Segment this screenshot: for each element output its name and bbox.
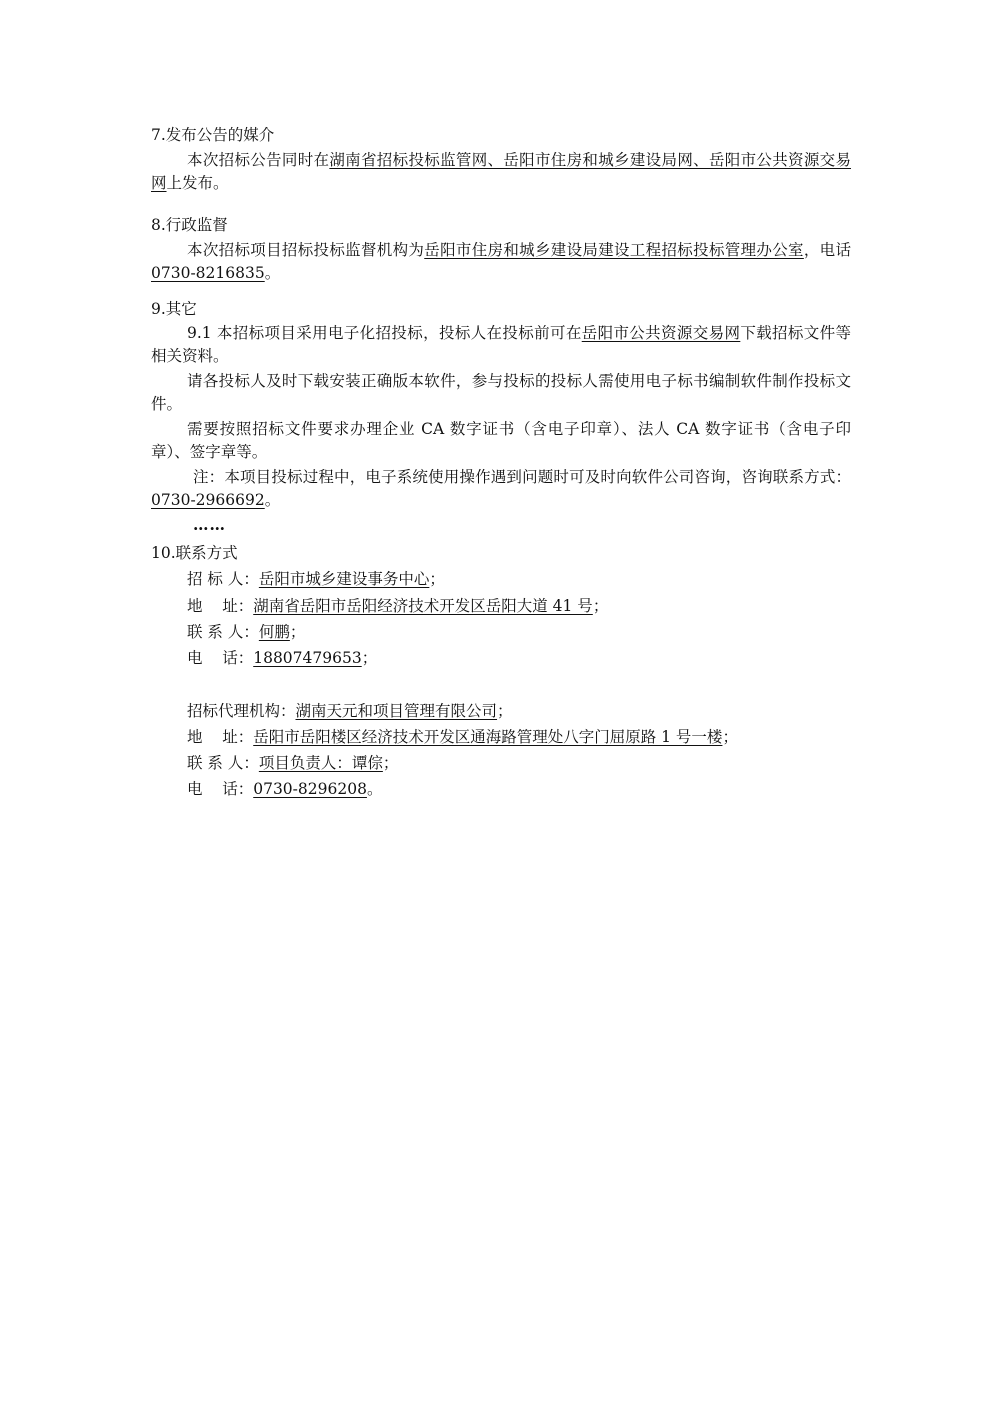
label: 电 话： [187,649,254,667]
label: 招 标 人： [187,570,259,588]
section-8-body [151,239,851,285]
media-list-link: 湖南省招标投标监管网、岳阳市住房和城乡建设局网、岳阳市公共资源交易网 [151,151,851,192]
supervision-phone: 0730-8216835 [151,264,265,282]
tenderer-address-row [187,595,608,618]
section-9-paragraph-3: 需要按照招标文件要求办理企业 CA 数字证书（含电子印章）、法人 CA 数字证书（含电子印章）、签字章等。 [151,420,851,461]
agency-contact: 项目负责人：谭倧 [258,754,383,772]
label: 地 址： [187,597,254,615]
section-10-heading: 10.联系方式 [151,544,238,562]
agency-address-row [187,726,738,749]
section-9-body [151,322,851,536]
tenderer-phone-row [187,647,377,670]
agency-contact-row [187,752,398,775]
text: 。 [264,264,281,282]
ellipsis: …… [193,515,226,534]
text: 9.1 本招标项目采用电子化招投标，投标人在投标前可在 [187,324,582,342]
section-9-paragraph-1 [151,322,851,368]
tenderer-name: 岳阳市城乡建设事务中心 [258,570,430,588]
label: 招标代理机构： [187,702,296,720]
agency-phone-row [187,778,382,801]
tenderer-address: 湖南省岳阳市岳阳经济技术开发区岳阳大道 41 号 [253,597,593,615]
section-7-paragraph [151,149,851,195]
agency-phone: 0730-8296208 [253,780,367,798]
section-8-heading: 8.行政监督 [151,216,228,234]
text: 。 [264,491,281,509]
text: ； [592,597,609,615]
section-9-paragraph-4 [151,466,851,512]
text: ； [497,702,513,720]
section-7-heading: 7.发布公告的媒介 [151,126,275,144]
text: ； [361,649,378,667]
text: ； [722,728,738,746]
agency-name: 湖南天元和项目管理有限公司 [295,702,498,720]
text: ； [289,623,306,641]
section-7-body [151,149,851,195]
text: 本次招标公告同时在 [187,151,330,169]
label: 地 址： [187,728,254,746]
supervision-office: 岳阳市住房和城乡建设局建设工程招标投标管理办公室 [424,241,804,259]
text: 。 [366,780,383,798]
section-9-paragraph-2: 请各投标人及时下载安装正确版本软件，参与投标的投标人需使用电子标书编制软件制作投标文件。 [151,372,851,413]
section-9-heading: 9.其它 [151,300,197,318]
software-support-phone: 0730-2966692 [151,491,265,509]
trading-network: 岳阳市公共资源交易网 [581,324,741,342]
tenderer-name-row [187,568,445,591]
text: 上发布。 [166,174,229,192]
agency-name-row [187,700,513,723]
tenderer-phone: 18807479653 [253,649,362,667]
text: 下载招标文件等相关资料。 [151,324,851,365]
text: ，电话 [803,241,851,259]
tenderer-contact-row [187,621,305,644]
text: 注：本项目投标过程中，电子系统使用操作遇到问题时可及时向软件公司咨询，咨询联系方式： [193,468,851,486]
agency-address: 岳阳市岳阳楼区经济技术开发区通海路管理处八字门屈原路 1 号一楼 [253,728,723,746]
text: 本次招标项目招标投标监督机构为 [187,241,425,259]
text: ； [429,570,445,588]
text: ； [382,754,399,772]
section-8-paragraph [151,239,851,285]
label: 联 系 人： [187,623,259,641]
tenderer-contact: 何鹏 [258,623,290,641]
label: 电 话： [187,780,254,798]
label: 联 系 人： [187,754,259,772]
